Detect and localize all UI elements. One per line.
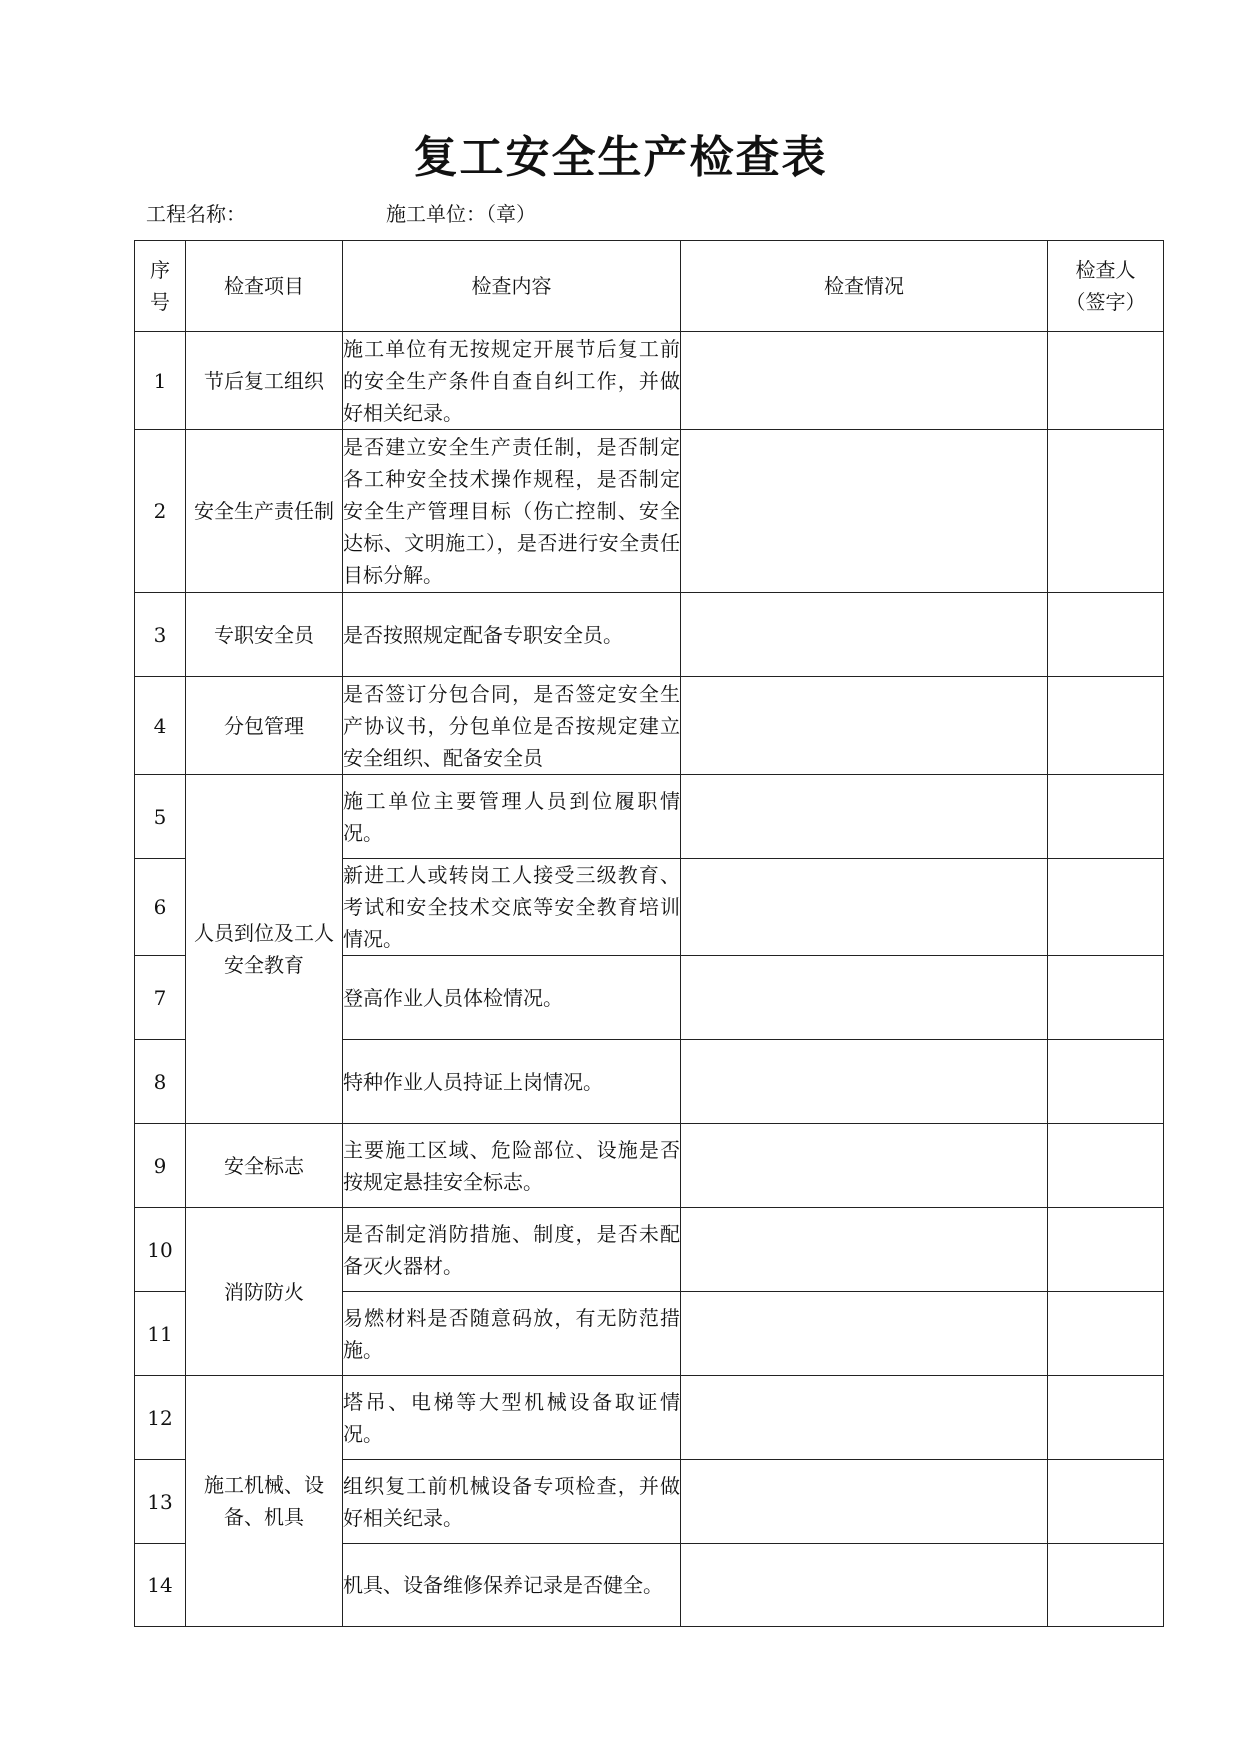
inspector-signature-cell[interactable] [1048,677,1164,775]
check-content: 组织复工前机械设备专项检查，并做好相关纪录。 [343,1460,681,1544]
row-number: 4 [135,677,186,775]
table-row [135,775,1164,859]
inspector-signature-cell[interactable] [1048,1040,1164,1124]
row-number: 10 [135,1208,186,1292]
header-inspector: 检查人（签字） [1048,241,1164,332]
check-item: 安全生产责任制 [186,430,343,593]
check-content: 机具、设备维修保养记录是否健全。 [343,1544,681,1627]
project-name-label: 工程名称： [146,202,246,226]
check-status-cell[interactable] [681,332,1048,430]
table-row [135,332,1164,430]
check-status-cell[interactable] [681,677,1048,775]
inspector-signature-cell[interactable] [1048,1292,1164,1376]
table-row [135,430,1164,593]
check-status-cell[interactable] [681,430,1048,593]
check-status-cell[interactable] [681,1460,1048,1544]
inspector-signature-cell[interactable] [1048,593,1164,677]
check-content: 施工单位有无按规定开展节后复工前的安全生产条件自查自纠工作，并做好相关纪录。 [343,332,681,430]
check-content: 主要施工区域、危险部位、设施是否按规定悬挂安全标志。 [343,1124,681,1208]
check-item: 施工机械、设备、机具 [186,1376,343,1627]
inspection-table [134,240,1164,1627]
check-item: 专职安全员 [186,593,343,677]
check-content: 易燃材料是否随意码放，有无防范措施。 [343,1292,681,1376]
check-content: 是否建立安全生产责任制，是否制定各工种安全技术操作规程，是否制定安全生产管理目标（伤亡控制、安全达标、文明施工），是否进行安全责任目标分解。 [343,430,681,593]
header-content: 检查内容 [343,241,681,332]
row-number: 5 [135,775,186,859]
check-status-cell[interactable] [681,956,1048,1040]
check-content: 是否制定消防措施、制度，是否未配备灭火器材。 [343,1208,681,1292]
check-status-cell[interactable] [681,859,1048,956]
table-row [135,593,1164,677]
table-row [135,677,1164,775]
check-content: 是否签订分包合同，是否签定安全生产协议书，分包单位是否按规定建立安全组织、配备安全员 [343,677,681,775]
header-status: 检查情况 [681,241,1048,332]
check-content: 塔吊、电梯等大型机械设备取证情况。 [343,1376,681,1460]
check-status-cell[interactable] [681,1208,1048,1292]
inspector-signature-cell[interactable] [1048,1124,1164,1208]
check-status-cell[interactable] [681,1544,1048,1627]
row-number: 3 [135,593,186,677]
row-number: 14 [135,1544,186,1627]
inspector-signature-cell[interactable] [1048,1208,1164,1292]
check-status-cell[interactable] [681,1376,1048,1460]
inspector-signature-cell[interactable] [1048,1460,1164,1544]
check-content: 是否按照规定配备专职安全员。 [343,593,681,677]
check-status-cell[interactable] [681,1040,1048,1124]
check-item: 安全标志 [186,1124,343,1208]
row-number: 8 [135,1040,186,1124]
check-item: 分包管理 [186,677,343,775]
inspector-signature-cell[interactable] [1048,332,1164,430]
check-item: 消防防火 [186,1208,343,1376]
inspector-signature-cell[interactable] [1048,956,1164,1040]
document-title: 复工安全生产检查表 [413,132,828,183]
check-status-cell[interactable] [681,775,1048,859]
construction-unit-label: 施工单位：（章） [386,202,536,226]
table-row [135,1208,1164,1292]
inspector-signature-cell[interactable] [1048,1376,1164,1460]
check-status-cell[interactable] [681,1292,1048,1376]
header-seq: 序号 [135,241,186,332]
table-row [135,1376,1164,1460]
inspector-signature-cell[interactable] [1048,775,1164,859]
check-content: 施工单位主要管理人员到位履职情况。 [343,775,681,859]
inspector-signature-cell[interactable] [1048,859,1164,956]
row-number: 7 [135,956,186,1040]
check-content: 特种作业人员持证上岗情况。 [343,1040,681,1124]
check-status-cell[interactable] [681,593,1048,677]
row-number: 1 [135,332,186,430]
row-number: 12 [135,1376,186,1460]
row-number: 6 [135,859,186,956]
inspector-signature-cell[interactable] [1048,430,1164,593]
table-row [135,1124,1164,1208]
check-content: 登高作业人员体检情况。 [343,956,681,1040]
row-number: 2 [135,430,186,593]
check-item: 人员到位及工人安全教育 [186,775,343,1124]
row-number: 11 [135,1292,186,1376]
header-row [135,241,1164,332]
header-item: 检查项目 [186,241,343,332]
row-number: 9 [135,1124,186,1208]
check-status-cell[interactable] [681,1124,1048,1208]
check-content: 新进工人或转岗工人接受三级教育、考试和安全技术交底等安全教育培训情况。 [343,859,681,956]
check-item: 节后复工组织 [186,332,343,430]
inspector-signature-cell[interactable] [1048,1544,1164,1627]
row-number: 13 [135,1460,186,1544]
